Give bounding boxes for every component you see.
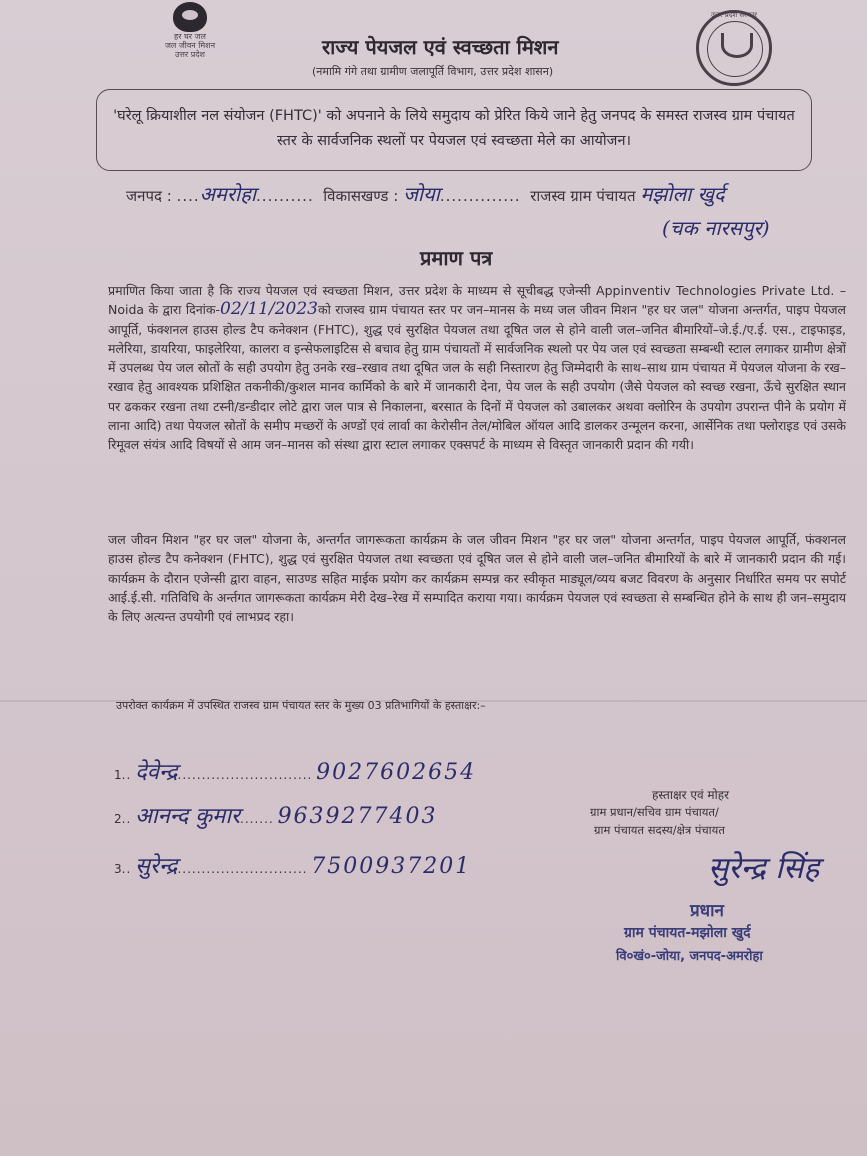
janpad-value: अमरोहा [199,182,257,206]
para1-start: प्रमाणित किया जाता है कि राज्य पेयजल एवं स्वच्छता मिशन, उत्तर प्रदेश के माध्यम से सूचीबद्ध एजेन्सी Appinventiv Technologies Private Ltd. – Noida के द्वारा दिनांक- [108,283,846,318]
signatory-index: 3 [114,862,122,876]
signatory-row: 3.. सुरेन्द्र........................... 7500937201 [114,854,472,879]
up-government-emblem [696,10,772,86]
logo-line-3: उत्तर प्रदेश [175,50,205,59]
signatories-intro: उपरोक्त कार्यक्रम में उपस्थित राजस्व ग्राम पंचायत स्तर के मुख्य 03 प्रतिभागियों के हस्ताक्षर:– [116,699,486,712]
panchayat-extra: (चक नारसपुर) [662,216,770,240]
logo-line-1: हर घर जल [174,32,206,41]
signatory-index: 2 [114,812,122,826]
signatory-name: सुरेन्द्र [135,854,178,879]
page-title: राज्य पेयजल एवं स्वच्छता मिशन [322,35,559,59]
signatory-row: 2.. आनन्द कुमार....... 9639277403 [114,804,438,829]
dotted-leader: ........................... [177,862,308,876]
seal-line-1: ग्राम पंचायत-मझोला खुर्द [624,925,751,941]
signatory-phone: 9027602654 [316,760,477,785]
vikaskhand-value: जोया [403,182,440,206]
para1-rest: को राजस्व ग्राम पंचायत स्तर पर जन–मानस के मध्य जल जीवन मिशन "हर घर जल" योजना अन्तर्गत, पाइप पेयजल आपूर्ति, फंक्शनल हाउस होल्ड टैप कनेक्शन (FHTC), शुद्ध एवं सुरक्षित पेयजल तथा दूषित जल से होने वाली जल–जनित बीमारियों–जे.ई./ए.ई. एस., टाइफाइड, मलेरिया, डायरिया, फाइलेरिया, कालरा व इन्सेफलाइटिस से बचाव हेतु ग्राम पंचायतों में सार्वजनिक स्थलो पर पेय जल एवं स्वच्छता सम्बन्धी स्टाल लगाकर ग्रामीण क्षेत्रों में उपलब्ध पेय जल स्रोतों के सही उपयोग हेतु उनके रख–रखाव तथा दूषित जल के सही निस्तारण हेतु जिम्मेदारी के साथ–साथ ग्राम पंचायत में पेयजल योजना के रख–रखाव हेतु आवश्यक प्रशिक्षित तकनीकी/कुशल मानव कार्मिको के बारे में जानकारी देना, पेय जल के सही उपयोग (जैसे पेयजल को स्वच्छ रखना, ऊँचे सुरक्षित स्थान पर ढककर रखना तथा टस्नी/डन्डीदार लोटे द्वारा जल पात्र से निकालना, बरसात के दिनों में पेयजल को उबालकर अथवा क्लोरिन के उपयोग उपरान्त पीने के प्रयोग में लाना आदि) तथा पेयजल स्रोतों के समीप मच्छरों के अण्डों एवं लार्वा का केरोसीन तेल/मोबिल ऑयल आदि डालकर उन्मूलन करना, आर्सेनिक तथा फ्लोराइड एवं उसके रिमूवल संयंत्र आदि विषयों से आम जन–मानस को संस्था द्वारा स्टाल लगाकर एक्सपर्ट के माध्यम से विस्तृत जानकारी प्रदान की गयी। [108,302,846,453]
panchayat-label: राजस्व ग्राम पंचायत [530,187,636,205]
banner-text: 'घरेलू क्रियाशील नल संयोजन (FHTC)' को अपनाने के लिये समुदाय को प्रेरित किये जाने हेतु जनपद के समस्त राजस्व ग्राम पंचायत स्तर के सार्वजनिक स्थलों पर पेयजल एवं स्वच्छता मेले का आयोजन। [113,108,795,149]
bow-icon [721,33,753,58]
stamp-label: हस्ताक्षर एवं मोहर [652,788,730,802]
signatory-index: 1 [114,768,122,782]
program-date: 02/11/2023 [220,299,318,320]
stamp-role-line-1: ग्राम प्रधान/सचिव ग्राम पंचायत/ [590,805,719,819]
panchayat-value: मझोला खुर्द [640,182,725,206]
certificate-heading: प्रमाण पत्र [420,246,493,270]
dotted-leader: ............................ [177,768,313,782]
har-ghar-jal-logo [150,2,230,59]
vikaskhand-label: विकासखण्ड : [323,187,399,205]
location-fields [126,180,725,207]
logo-line-2: जल जीवन मिशन [164,41,216,50]
paragraph-2: जल जीवन मिशन "हर घर जल" योजना के, अन्तर्गत जागरूकता कार्यक्रम के जल जीवन मिशन "हर घर जल" योजना अन्तर्गत, पाइप पेयजल आपूर्ति, फंक्शनल हाउस होल्ड टैप कनेक्शन (FHTC), शुद्ध एवं सुरक्षित पेयजल तथा स्वच्छता एवं दूषित जल से होने वाली जल–जनित बीमारियों के बारे में जानकारी प्रदान की गई। कार्यक्रम के दौरान एजेन्सी द्वारा वाहन, साउण्ड सहित माईक प्रयोग कर कार्यक्रम सम्पन्न कर स्वीकृत माड्यूल/व्यय बजट विवरण के अनुसार निर्धारित समय पर सपोर्ट आई.ई.सी. गतिविधि के अर्न्तगत जागरूकता कार्यक्रम मेरी देख–रेख में सम्पादित कराया गया। कार्यक्रम पेयजल एवं स्वच्छता से सम्बन्धित होने के साथ ही जन–समुदाय के लिए अत्यन्त उपयोगी एवं लाभप्रद रहा। [108,532,846,625]
pradhan-signature: सुरेन्द्र सिंह [708,851,820,886]
emblem-text: उत्तर प्रदेश सरकार [710,11,758,19]
water-drop-icon [173,2,207,32]
seal-title: प्रधान [690,901,724,921]
event-banner [96,89,812,171]
janpad-label: जनपद : [126,187,172,205]
seal-line-2: वि०खं०-जोया, जनपद-अमरोहा [616,949,763,964]
stamp-role-line-2: ग्राम पंचायत सदस्य/क्षेत्र पंचायत [594,823,725,837]
dotted-leader: .... [176,187,200,205]
dotted-leader: .............. [439,187,521,205]
page-subtitle: (नमामि गंगे तथा ग्रामीण जलापूर्ति विभाग, उत्तर प्रदेश शासन) [312,65,554,78]
signatory-phone: 7500937201 [311,854,472,879]
dotted-leader: ....... [240,812,274,826]
dotted-leader: .......... [256,187,314,205]
paragraph-1 [108,281,846,455]
signatory-phone: 9639277403 [277,804,438,829]
signatory-name: देवेन्द्र [135,760,178,785]
signatory-name: आनन्द कुमार [135,804,241,829]
signatory-row: 1.. देवेन्द्र............................ 9027602654 [114,760,477,785]
